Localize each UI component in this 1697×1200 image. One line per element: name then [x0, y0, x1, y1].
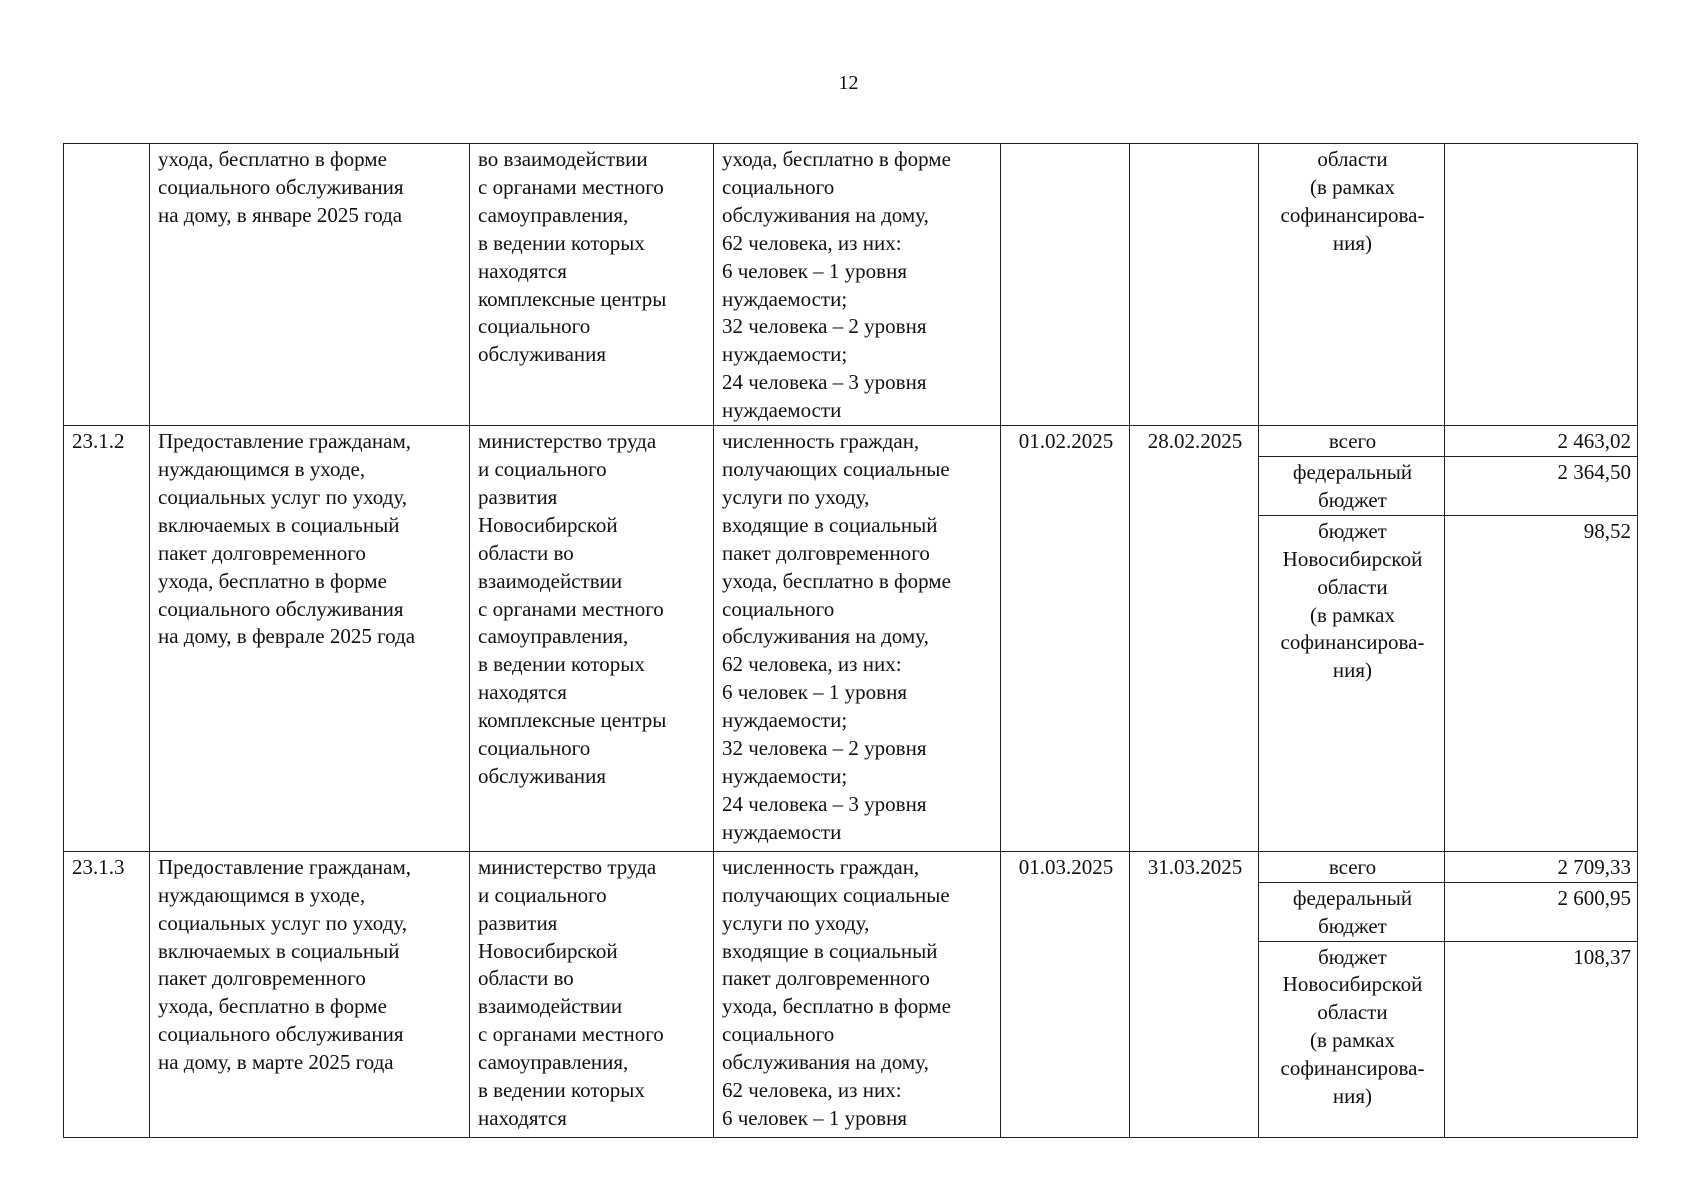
funding-source-cell: бюджет Новосибирской области (в рамках софинансирова- ния): [1259, 515, 1445, 851]
funding-source-cell: федеральный бюджет: [1259, 882, 1445, 941]
amount-cell: 2 709,33: [1445, 851, 1638, 882]
activity-table: [63, 143, 1638, 1138]
item-number-cell: [64, 144, 150, 426]
indicator-cell: ухода, бесплатно в форме социального обслуживания на дому, 62 человека, из них: 6 человек – 1 уровня нуждаемости; 32 человека – 2 уровня нуждаемости; 24 человека – 3 уровня нуждаемости: [714, 144, 1001, 426]
executor-cell: во взаимодействии с органами местного самоуправления, в ведении которых находятся комплексные центры социального обслуживания: [470, 144, 714, 426]
start-date-cell: 01.03.2025: [1001, 851, 1130, 1137]
end-date-cell: [1130, 144, 1259, 426]
table-row: [64, 851, 1638, 882]
funding-source-cell: всего: [1259, 851, 1445, 882]
funding-source-cell: всего: [1259, 426, 1445, 457]
page-number: 12: [838, 72, 859, 94]
amount-cell: 108,37: [1445, 941, 1638, 1137]
indicator-cell: численность граждан, получающих социальные услуги по уходу, входящие в социальный пакет долговременного ухода, бесплатно в форме социального обслуживания на дому, 62 человека, из них: 6 человек – 1 уровня: [714, 851, 1001, 1137]
activity-name-cell: Предоставление гражданам, нуждающимся в уходе, социальных услуг по уходу, включаемых в социальный пакет долговременного ухода, бесплатно в форме социального обслуживания на дому, в феврале 2025 года: [150, 426, 470, 852]
activity-name-cell: ухода, бесплатно в форме социального обслуживания на дому, в январе 2025 года: [150, 144, 470, 426]
funding-source-cell: области (в рамках софинансирова- ния): [1259, 144, 1445, 426]
amount-cell: 2 364,50: [1445, 456, 1638, 515]
amount-cell: [1445, 144, 1638, 426]
end-date-cell: 28.02.2025: [1130, 426, 1259, 852]
indicator-cell: численность граждан, получающих социальные услуги по уходу, входящие в социальный пакет долговременного ухода, бесплатно в форме социального обслуживания на дому, 62 человека, из них: 6 человек – 1 уровня нуждаемости; 32 человека – 2 уровня нуждаемости; 24 человека – 3 уровня нуждаемости: [714, 426, 1001, 852]
amount-cell: 98,52: [1445, 515, 1638, 851]
item-number-cell: 23.1.3: [64, 851, 150, 1137]
executor-cell: министерство труда и социального развития Новосибирской области во взаимодействии с органами местного самоуправления, в ведении которых находятся: [470, 851, 714, 1137]
funding-source-cell: бюджет Новосибирской области (в рамках софинансирова- ния): [1259, 941, 1445, 1137]
table-row: [64, 144, 1638, 426]
item-number-cell: 23.1.2: [64, 426, 150, 852]
start-date-cell: [1001, 144, 1130, 426]
activity-name-cell: Предоставление гражданам, нуждающимся в уходе, социальных услуг по уходу, включаемых в социальный пакет долговременного ухода, бесплатно в форме социального обслуживания на дому, в марте 2025 года: [150, 851, 470, 1137]
amount-cell: 2 600,95: [1445, 882, 1638, 941]
amount-cell: 2 463,02: [1445, 426, 1638, 457]
funding-source-cell: федеральный бюджет: [1259, 456, 1445, 515]
start-date-cell: 01.02.2025: [1001, 426, 1130, 852]
executor-cell: министерство труда и социального развития Новосибирской области во взаимодействии с органами местного самоуправления, в ведении которых находятся комплексные центры социального обслуживания: [470, 426, 714, 852]
end-date-cell: 31.03.2025: [1130, 851, 1259, 1137]
table-row: [64, 426, 1638, 457]
